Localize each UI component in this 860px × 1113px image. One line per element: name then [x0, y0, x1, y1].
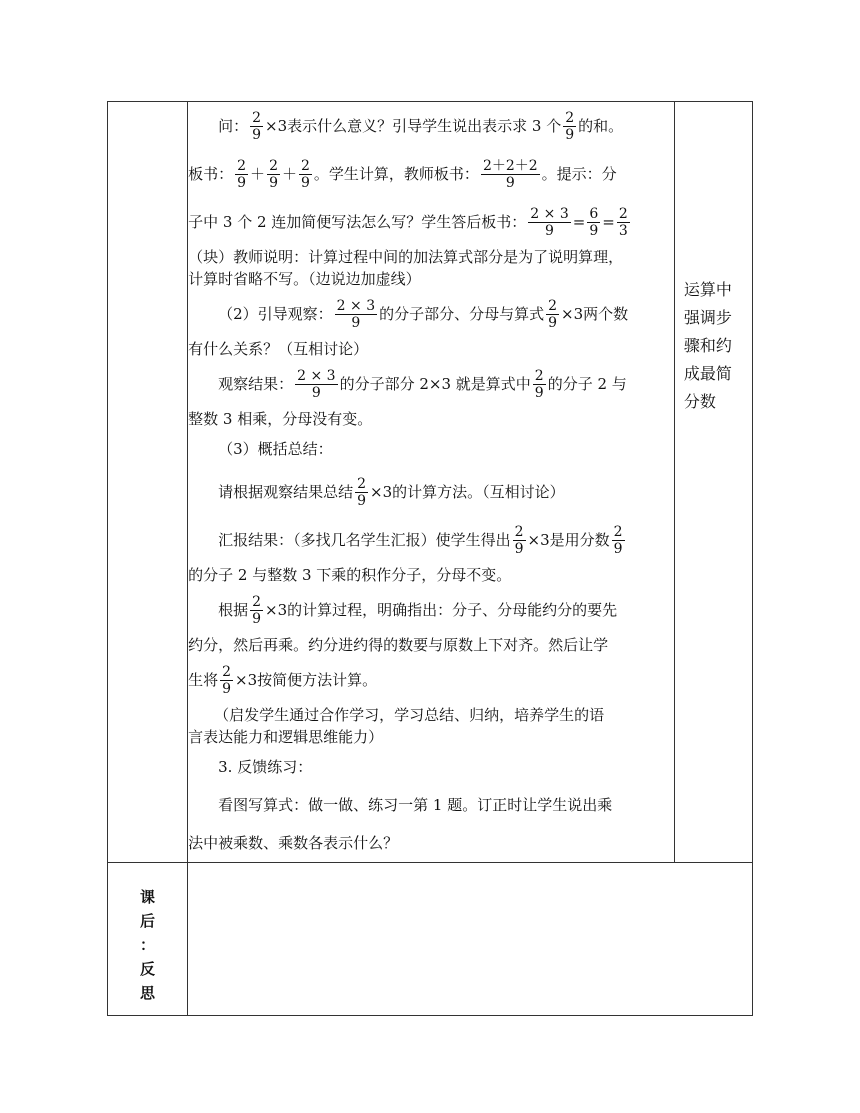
fraction-sum: $\frac{2+2+2}{9}$	[482, 157, 538, 191]
line-19	[188, 748, 674, 786]
text: 整数 3 相乘，分母没有变。	[188, 410, 373, 428]
text: 问：	[218, 117, 249, 135]
text: 计算时省略不写。（边说边加虚线）	[188, 270, 421, 288]
text: 汇报结果：（多找几名学生汇报）使学生得出	[218, 531, 511, 549]
fraction-2-9: $\frac{2}{9}$	[534, 367, 544, 401]
text: ×3是用分数	[527, 531, 610, 549]
fraction-2-9: $\frac{2}{9}$	[301, 157, 310, 191]
fraction-2-9: $\frac{2}{9}$	[252, 109, 262, 143]
fraction-2-9: $\frac{2}{9}$	[514, 523, 524, 557]
side-note	[675, 102, 752, 416]
text: 的分子 2 与	[547, 375, 627, 393]
fraction-product: $\frac{2 \times 3}{9}$	[530, 205, 569, 239]
text: 看图写算式：做一做、练习一第 1 题。订正时让学生说出乘	[218, 796, 613, 814]
text: ×3表示什么意义？引导学生说出表示求 3 个	[265, 117, 562, 135]
reflection-content-cell[interactable]	[188, 863, 753, 1016]
line-11	[188, 468, 674, 516]
line-20	[188, 786, 674, 824]
line-16	[188, 656, 674, 704]
plus-sign: ＋	[281, 165, 297, 183]
text: 生将	[188, 671, 219, 689]
text: 约分，然后再乘。约分进约得的数要与原数上下对齐。然后让学	[188, 636, 609, 654]
text: 子中 3 个 2 连加简便写法怎么写？学生答后板书：	[188, 213, 527, 231]
text: 请根据观察结果总结	[218, 483, 354, 501]
text: 观察结果：	[218, 375, 294, 393]
line-9	[188, 408, 674, 430]
line-14	[188, 586, 674, 634]
fraction-6-9: $\frac{6}{9}$	[589, 205, 599, 239]
text: ×3按简便方法计算。	[235, 671, 378, 689]
fraction-2-9: $\frac{2}{9}$	[222, 663, 232, 697]
line-12	[188, 516, 674, 564]
text: （块）教师说明：计算过程中间的加法算式部分是为了说明算理，	[188, 248, 624, 266]
side-note-line: 分数	[683, 392, 716, 411]
teaching-content-cell	[188, 102, 675, 863]
line-13	[188, 564, 674, 586]
line-5	[188, 268, 674, 290]
fraction-2-9: $\frac{2}{9}$	[237, 157, 247, 191]
fraction-2-9: $\frac{2}{9}$	[357, 475, 367, 509]
lesson-plan-table	[107, 101, 753, 1016]
text: ×3两个数	[561, 305, 629, 323]
text: 有什么关系？（互相讨论）	[188, 340, 369, 358]
reflection-label: 课 后 ： 反 思	[140, 888, 156, 1002]
fraction-2-9: $\frac{2}{9}$	[548, 297, 558, 331]
line-18	[188, 726, 674, 748]
text: 根据	[218, 601, 249, 619]
side-note-line: 骤和约	[683, 336, 732, 355]
fraction-product: $\frac{2 \times 3}{9}$	[336, 297, 376, 331]
line-21	[188, 824, 674, 862]
text: （启发学生通过合作学习，学习总结、归纳，培养学生的语	[214, 706, 605, 724]
reflection-label-cell	[108, 863, 188, 1016]
line-1	[188, 102, 674, 150]
side-note-line: 运算中	[683, 280, 732, 299]
equals-sign: =	[572, 213, 586, 231]
text: 3. 反馈练习：	[218, 758, 313, 776]
fraction-2-9: $\frac{2}{9}$	[252, 593, 262, 627]
text: （3）概括总结：	[218, 440, 333, 458]
text: （2）引导观察：	[218, 305, 333, 323]
reflection-row	[108, 863, 753, 1016]
line-10	[188, 430, 674, 468]
left-empty-cell	[108, 102, 188, 863]
text: 。学生计算，教师板书：	[313, 165, 479, 183]
fraction-2-9: $\frac{2}{9}$	[269, 157, 278, 191]
side-note-cell	[674, 102, 752, 863]
side-note-line: 成最简	[683, 364, 732, 383]
text: ×3的计算方法。（互相讨论）	[370, 483, 565, 501]
fraction-product: $\frac{2 \times 3}{9}$	[297, 367, 336, 401]
text: 的和。	[578, 117, 624, 135]
line-15	[188, 634, 674, 656]
text: 的分子 2 与整数 3 下乘的积作分子，分母不变。	[188, 566, 512, 584]
line-2	[188, 150, 674, 198]
fraction-2-9: $\frac{2}{9}$	[565, 109, 575, 143]
line-7	[188, 338, 674, 360]
plus-sign: ＋	[250, 165, 266, 183]
line-8	[188, 360, 674, 408]
line-6	[188, 290, 674, 338]
text: 言表达能力和逻辑思维能力）	[188, 728, 384, 746]
text: ×3的计算过程，明确指出：分子、分母能约分的要先	[265, 601, 618, 619]
text: 。提示：分	[541, 165, 617, 183]
text: 的分子部分 2×3 就是算式中	[339, 375, 531, 393]
text: 板书：	[188, 165, 234, 183]
equals-sign: =	[602, 213, 615, 231]
text: 法中被乘数、乘数各表示什么？	[188, 834, 399, 852]
line-4	[188, 246, 674, 268]
fraction-2-9: $\frac{2}{9}$	[613, 523, 623, 557]
teaching-process-row	[108, 102, 753, 863]
line-17	[188, 704, 674, 726]
text: 的分子部分、分母与算式	[379, 305, 545, 323]
line-3	[188, 198, 674, 246]
fraction-2-3: $\frac{2}{3}$	[618, 205, 628, 239]
side-note-line: 强调步	[683, 308, 732, 327]
